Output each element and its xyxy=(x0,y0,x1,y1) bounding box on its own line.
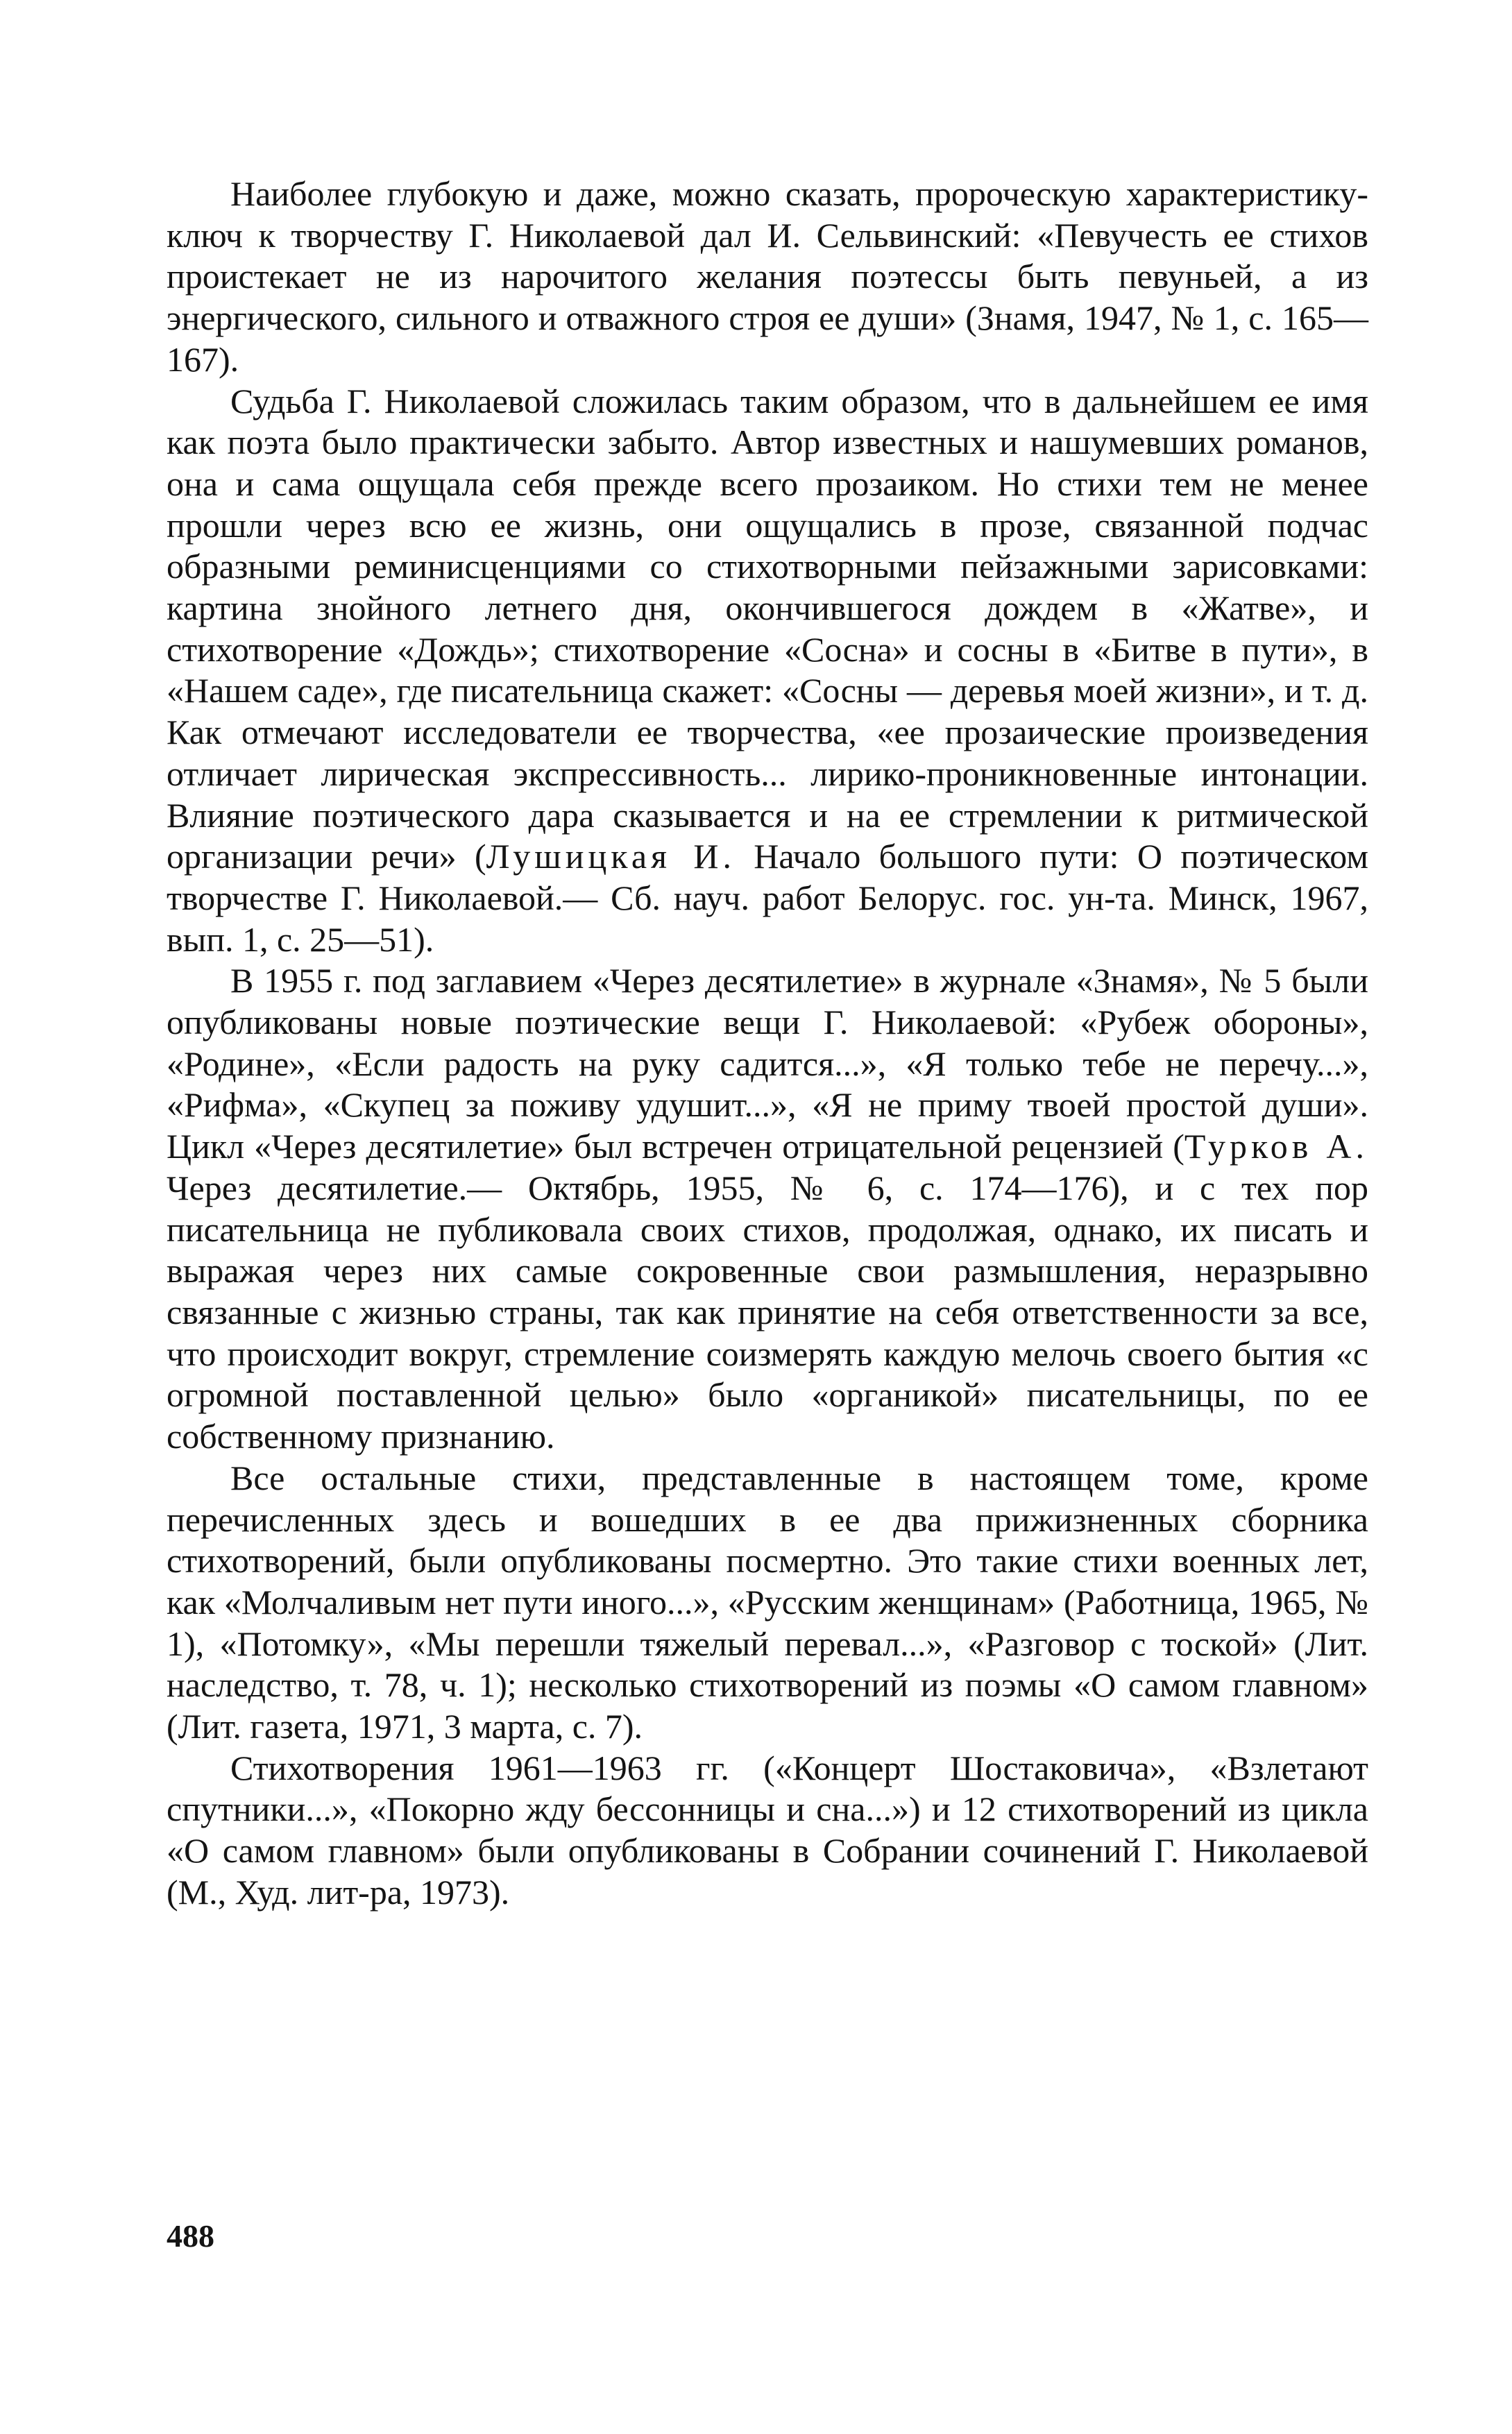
paragraph-selvinsky-quote xyxy=(167,173,1368,381)
paragraph-fate-of-poetry xyxy=(167,381,1368,961)
paragraph-text: Судьба Г. Николаевой сложилась таким образом, что в дальнейшем ее имя как поэта было практически забыто. Автор известных и нашумевших романов, она и сама ощущала себя прежде всего прозаиком. Но стихи тем не менее прошли через всю ее жизнь, они ощущались в прозе, связанной подчас образными реминисценциями со стихотворными пейзажными зарисовками: картина знойного летнего дня, окончившегося дождем в «Жатве», и стихотворение «Дождь»; стихотворение «Сосна» и сосны в «Битве в пути», в «Нашем саде», где писательница скажет: «Сосны — деревья моей жизни», и т. д. Как отмечают исследователи ее творчества, «ее прозаические произведения отличает лирическая экспрессивность... лирико-проникновенные интонации. Влияние поэтического дара сказывается и на ее стремлении к ритмической организации речи» ( xyxy=(167,381,1368,876)
paragraph-text: Стихотворения 1961—1963 гг. («Концерт Шостаковича», «Взлетают спутники...», «Покорно жду бессонницы и сна...») и 12 стихотворений из цикла «О самом главном» были опубликованы в Собрании сочинений Г. Николаевой (М., Худ. лит-ра, 1973). xyxy=(167,1748,1368,1912)
paragraph-1955-publication xyxy=(167,960,1368,1457)
page-number: 488 xyxy=(167,2218,214,2254)
paragraph-text: Наиболее глубокую и даже, можно сказать, пророческую характеристику-ключ к творчеству Г. Николаевой дал И. Сельвинский: «Певучесть ее стихов проистекает не из нарочитого желания поэтессы быть певуньей, а из энергического, сильного и отважного строя ее души» (Знамя, 1947, № 1, с. 165—167). xyxy=(167,174,1368,379)
paragraph-text-continued: Начало большого пути: О поэтическом творчестве Г. Николаевой.— Сб. науч. работ Белорус. гос. ун-та. Минск, 1967, вып. 1, с. 25—51). xyxy=(167,837,1368,959)
cited-author: Турков А. xyxy=(1184,1127,1368,1166)
paragraph-text-continued: Через десятилетие.— Октябрь, 1955, № 6, с. 174—176), и с тех пор писательница не публиковала своих стихов, продолжая, однако, их писать и выражая через них самые сокровенные свои размышления, неразрывно связанные с жизнью страны, так как принятие на себя ответственности за все, что происходит вокруг, стремление соизмерять каждую мелочь своего бытия «с огромной поставленной целью» было «органикой» писательницы, по ее собственному признанию. xyxy=(167,1168,1368,1456)
paragraph-text: В 1955 г. под заглавием «Через десятилетие» в журнале «Знамя», № 5 были опубликованы новые поэтические вещи Г. Николаевой: «Рубеж обороны», «Родине», «Если радость на руку садится...», «Я только тебе не перечу...», «Рифма», «Скупец за поживу удушит...», «Я не приму твоей простой души». Цикл «Через десятилетие» был встречен отрицательной рецензией ( xyxy=(167,961,1368,1166)
paragraph-1961-1963-poems xyxy=(167,1748,1368,1914)
cited-author: Лушицкая И. xyxy=(486,837,736,876)
body-text xyxy=(167,173,1368,1914)
paragraph-text: Все остальные стихи, представленные в настоящем томе, кроме перечисленных здесь и вошедших в ее два прижизненных сборника стихотворений, были опубликованы посмертно. Это такие стихи военных лет, как «Молчаливым нет пути иного...», «Русским женщинам» (Работница, 1965, № 1), «Потомку», «Мы перешли тяжелый перевал...», «Разговор с тоской» (Лит. наследство, т. 78, ч. 1); несколько стихотворений из поэмы «О самом главном» (Лит. газета, 1971, 3 марта, с. 7). xyxy=(167,1458,1368,1746)
paragraph-posthumous-poems xyxy=(167,1458,1368,1748)
